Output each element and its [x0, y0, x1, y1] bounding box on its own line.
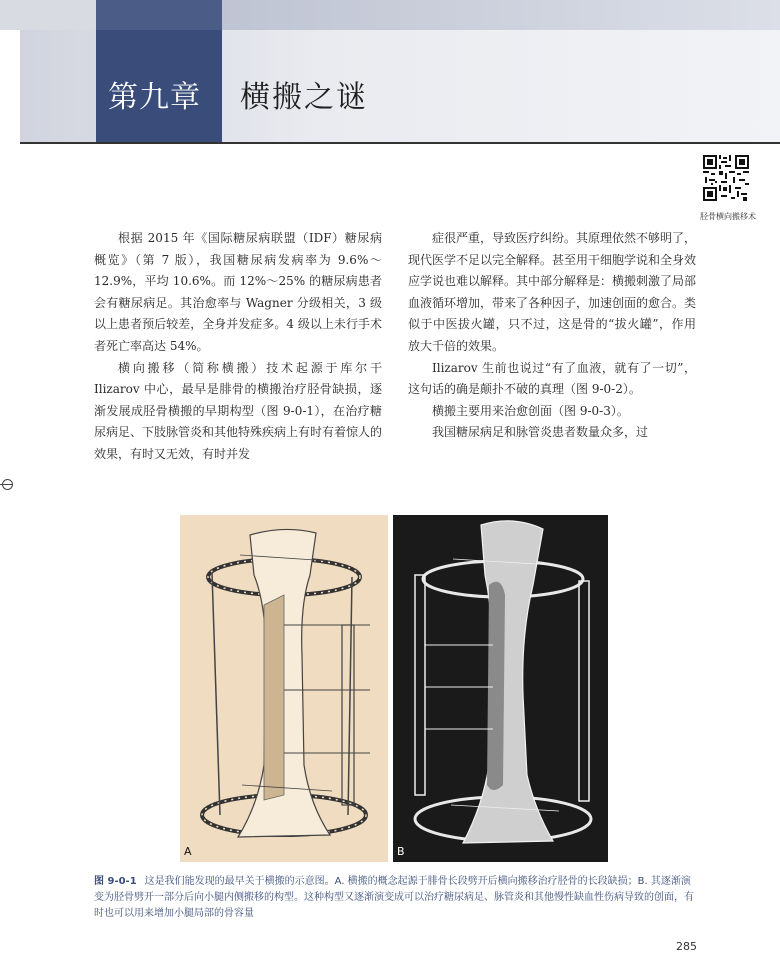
body-paragraph: 横搬主要用来治愈创面（图 9-0-3）。 [432, 403, 629, 418]
body-paragraph: 横向搬移（简称横搬）技术起源于库尔干 Ilizarov 中心，最早是腓骨的横搬治疗胫骨缺损，逐渐发展成胫骨横搬的早期构型（图 9-0-1），在治疗糖尿病足、下肢脉管炎和其他特殊疾病上有时有着惊人的效果，有时又无效，有时并发 [94, 360, 383, 461]
figure-panel-b [393, 515, 608, 862]
figure-panel-a [180, 515, 388, 862]
header-bar-left [0, 0, 96, 30]
header-bar-accent [96, 0, 222, 30]
body-paragraph: 根据 2015 年《国际糖尿病联盟（IDF）糖尿病概览》（第 7 版），我国糖尿病发病率为 9.6%～12.9%，平均 10.6%。而 12%～25% 的糖尿病患者会有糖尿病足。其治愈率与 Wagner 分级相关，3 级以上患者预后较差，全身并发症多。4 级以上未行手术者死亡率高达 54%。 [94, 231, 382, 353]
body-column-right [408, 228, 696, 444]
chapter-divider [20, 142, 780, 144]
crop-mark-circle [2, 479, 13, 490]
figure-9-0-1 [180, 515, 608, 862]
figure-caption [94, 874, 698, 922]
body-column-left [94, 228, 382, 466]
qr-code-icon[interactable] [703, 155, 749, 201]
body-paragraph: 我国糖尿病足和脉管炎患者数量众多，过 [432, 425, 649, 440]
panel-b-label: B [397, 845, 405, 858]
chapter-title: 横搬之谜 [240, 80, 368, 115]
chapter-number: 第九章 [108, 80, 201, 115]
body-paragraph: 症很严重，导致医疗纠纷。其原理依然不够明了，现代医学不足以完全解释。甚至用干细胞学说和全身效应学说也难以解释。其中部分解释是：横搬刺激了局部血液循环增加，带来了各种因子，加速创面的愈合。类似于中医拔火罐，只不过，这是骨的“拔火罐”，作用放大千倍的效果。 [408, 231, 697, 353]
figure-caption-number: 图 9-0-1 [94, 876, 137, 887]
body-paragraph: Ilizarov 生前也说过“有了血液，就有了一切”，这句话的确是颠扑不破的真理（图 9-0-2）。 [408, 360, 696, 397]
panel-a-label: A [184, 845, 192, 858]
figure-caption-text: 这是我们能发现的最早关于横搬的示意图。A. 横搬的概念起源于腓骨长段劈开后横向搬移治疗胫骨的长段缺损；B. 其逐渐演变为胫骨劈开一部分后向小腿内侧搬移的构型。这种构型又逐渐演变成可以治疗糖尿病足、脉管炎和其他慢性缺血性伤病导致的创面，有时也可以用来增加小腿局部的骨容量 [94, 876, 694, 919]
header-bar-right [222, 0, 780, 30]
page-number: 285 [676, 940, 697, 953]
qr-caption: 胫骨横向搬移术 [700, 212, 756, 221]
